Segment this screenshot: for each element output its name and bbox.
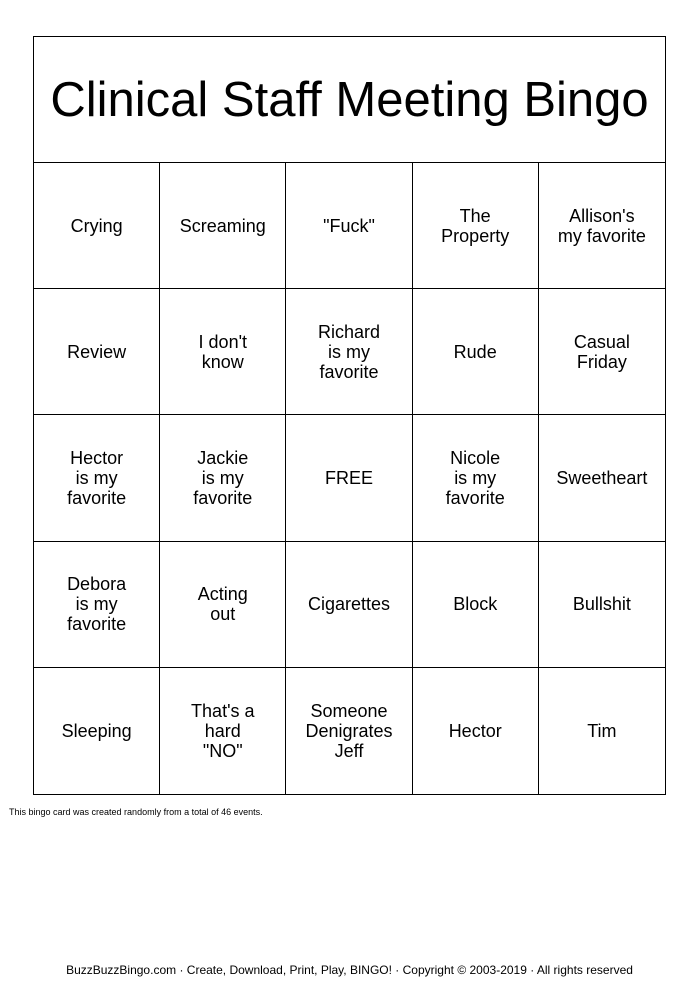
bingo-cell-r3c1: Hector is my favorite [34,415,160,541]
bingo-cell-r4c4: Block [413,542,539,668]
bingo-cell-r5c5: Tim [587,720,617,741]
bingo-cell-r4c3: Cigarettes [286,542,412,668]
bingo-cell-r5c1: Sleeping [34,668,160,794]
bingo-cell-r2c1: Review [34,289,160,415]
bingo-cell-r4c2: Acting out [160,542,286,668]
bingo-cell-r3c2: Jackie is my favorite [160,415,286,541]
bingo-grid [34,163,665,794]
footer-copyright: BuzzBuzzBingo.com · Create, Download, Print, Play, BINGO! · Copyright © 2003-2019 · All rights reserved [66,963,633,977]
bingo-cell-r1c4: The Property [413,163,539,289]
bingo-cell-r1c3: "Fuck" [286,163,412,289]
bingo-cell-r5c3: Someone Denigrates Jeff [286,668,412,794]
bingo-cell-r1c5: Allison's my favorite [539,163,665,289]
bingo-cell-r3c4: Nicole is my favorite [413,415,539,541]
bingo-card [33,36,666,795]
bingo-cell-r4c1: Debora is my favorite [34,542,160,668]
generation-note: This bingo card was created randomly from a total of 46 events. [9,807,263,817]
bingo-cell-r4c5: Bullshit [539,542,665,668]
bingo-cell-r5c2: That's a hard "NO" [160,668,286,794]
bingo-cell-r2c5: Casual Friday [539,289,665,415]
bingo-cell-r5c4: Hector [413,668,539,794]
card-title: Clinical Staff Meeting Bingo [34,37,665,163]
bingo-cell-r1c2: Screaming [160,163,286,289]
bingo-cell-r3c5: Sweetheart [539,415,665,541]
bingo-cell-free: FREE [286,415,412,541]
bingo-cell-r2c2: I don't know [160,289,286,415]
bingo-cell-r1c1: Crying [34,163,160,289]
bingo-cell-r2c4: Rude [413,289,539,415]
bingo-cell-r2c3: Richard is my favorite [286,289,412,415]
